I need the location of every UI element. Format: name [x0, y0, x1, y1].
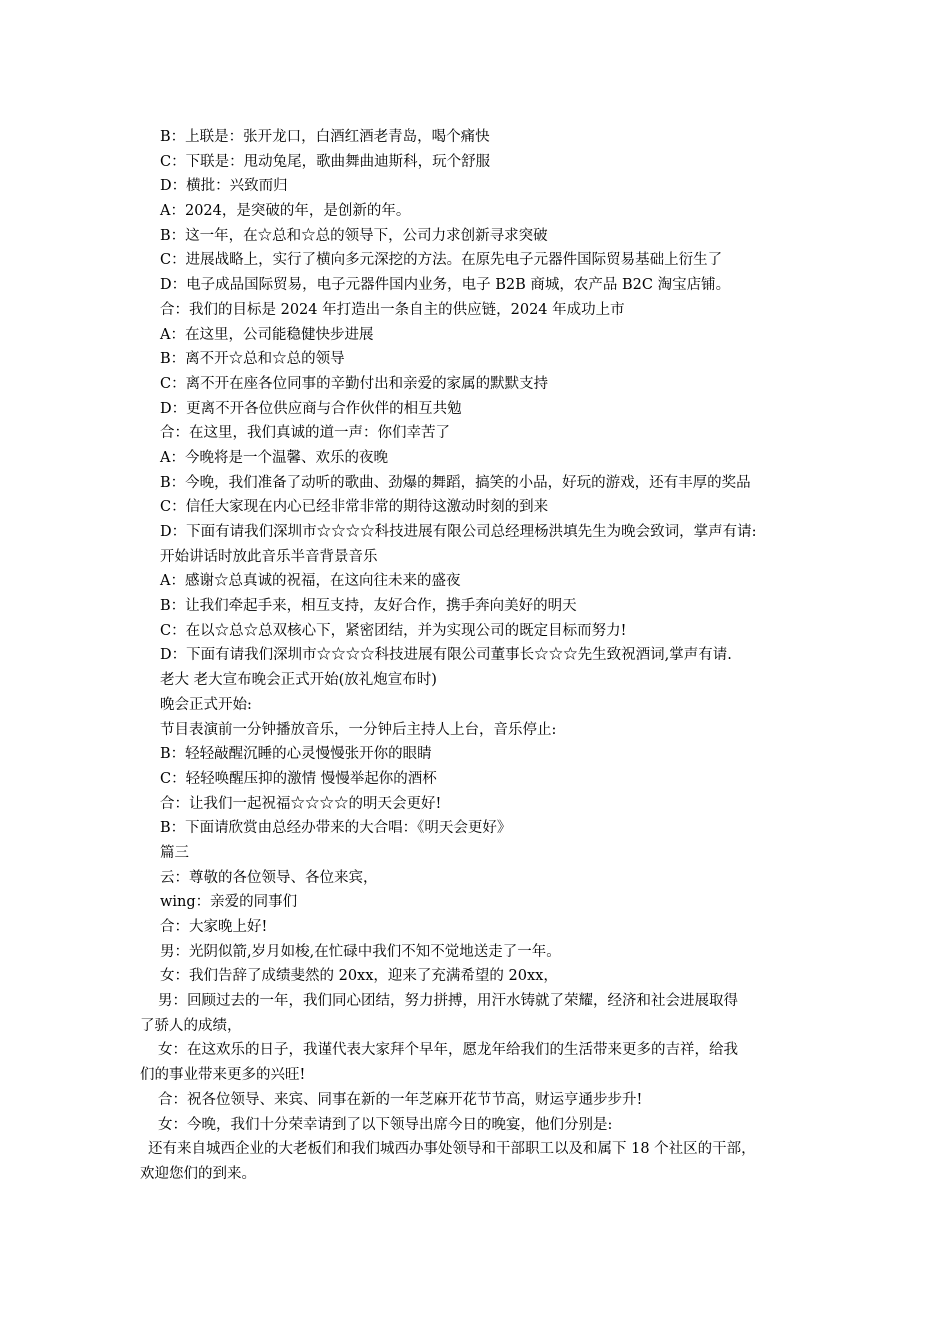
text-line: A：2024，是突破的年，是创新的年。 — [160, 203, 411, 220]
section-heading: 篇三 — [160, 844, 189, 861]
text-line: D：横批：兴致而归 — [160, 178, 288, 195]
text-line: 合：我们的目标是 2024 年打造出一条自主的供应链，2024 年成功上市 — [160, 301, 625, 318]
text-line: C：进展战略上，实行了横向多元深挖的方法。在原先电子元器件国际贸易基础上衍生了 — [160, 252, 723, 269]
text-line: D：更离不开各位供应商与合作伙伴的相互共勉 — [160, 400, 462, 417]
text-line: A：感谢☆总真诚的祝福，在这向往未来的盛夜 — [160, 573, 461, 590]
text-line: 欢迎您们的到来。 — [140, 1165, 256, 1182]
text-line: D：电子成品国际贸易，电子元器件国内业务，电子 B2B 商城，农产品 B2C 淘宝店铺。 — [160, 277, 731, 294]
text-line: B：上联是：张开龙口，白酒红酒老青岛，喝个痛快 — [160, 129, 490, 145]
text-line: 云：尊敬的各位领导、各位来宾， — [160, 869, 378, 886]
text-line: C：轻轻唤醒压抑的激情 慢慢举起你的酒杯 — [160, 770, 437, 787]
text-line: wing：亲爱的同事们 — [160, 894, 298, 911]
text-line: C：在以☆总☆总双核心下，紧密团结，并为实现公司的既定目标而努力! — [160, 622, 627, 639]
text-line: A：今晚将是一个温馨、欢乐的夜晚 — [160, 449, 388, 466]
text-line: C：信任大家现在内心已经非常非常的期待这激动时刻的到来 — [160, 499, 549, 516]
text-line: 女：在这欢乐的日子，我谨代表大家拜个早年，愿龙年给我们的生活带来更多的吉祥，给我 — [158, 1042, 738, 1059]
text-line: 合：祝各位领导、来宾、同事在新的一年芝麻开花节节高，财运亨通步步升! — [158, 1091, 643, 1108]
text-line: B：下面请欣赏由总经办带来的大合唱：《明天会更好》 — [160, 820, 512, 837]
text-line: 合：在这里，我们真诚的道一声：你们幸苦了 — [160, 425, 450, 442]
text-line: 晚会正式开始: — [160, 696, 252, 713]
text-line: B：今晚，我们准备了动听的歌曲、劲爆的舞蹈，搞笑的小品，好玩的游戏，还有丰厚的奖品 — [160, 474, 751, 491]
text-line: 女：我们告辞了成绩斐然的 20xx，迎来了充满希望的 20xx， — [160, 968, 558, 985]
text-line: D：下面有请我们深圳市☆☆☆☆科技进展有限公司董事长☆☆☆先生致祝酒词,掌声有请. — [160, 647, 732, 664]
text-line: 男：光阴似箭,岁月如梭,在忙碌中我们不知不觉地送走了一年。 — [160, 943, 561, 960]
text-line: 们的事业带来更多的兴旺! — [140, 1067, 306, 1084]
text-line: D：下面有请我们深圳市☆☆☆☆科技进展有限公司总经理杨洪填先生为晚会致词，掌声有请: — [160, 524, 757, 540]
text-line: 还有来自城西企业的大老板们和我们城西办事处领导和干部职工以及和属下 18 个社区的干部， — [148, 1141, 756, 1158]
text-line: 节目表演前一分钟播放音乐，一分钟后主持人上台，音乐停止: — [160, 721, 557, 738]
text-line: C：离不开在座各位同事的辛勤付出和亲爱的家属的默默支持 — [160, 375, 549, 392]
text-line: 合：让我们一起祝福☆☆☆☆的明天会更好! — [160, 795, 442, 812]
text-line: B：轻轻敲醒沉睡的心灵慢慢张开你的眼睛 — [160, 746, 432, 763]
text-line: 男：回顾过去的一年，我们同心团结，努力拼搏，用汗水铸就了荣耀，经济和社会进展取得 — [158, 993, 738, 1010]
text-line: 合：大家晚上好! — [160, 919, 268, 935]
text-line: A：在这里，公司能稳健快步进展 — [160, 326, 374, 343]
document-body — [140, 125, 820, 1187]
text-line: 了骄人的成绩， — [140, 1017, 242, 1034]
text-line: B：让我们牵起手来，相互支持，友好合作，携手奔向美好的明天 — [160, 598, 577, 615]
text-line: B：这一年，在☆总和☆总的领导下，公司力求创新寻求突破 — [160, 227, 548, 244]
text-line: C：下联是：甩动兔尾，歌曲舞曲迪斯科，玩个舒服 — [160, 153, 491, 170]
text-line: B：离不开☆总和☆总的领导 — [160, 351, 345, 368]
text-line: 老大 老大宣布晚会正式开始(放礼炮宣布时) — [160, 672, 437, 689]
text-line: 女：今晚，我们十分荣幸请到了以下领导出席今日的晚宴，他们分别是: — [158, 1116, 613, 1133]
text-line: 开始讲话时放此音乐半音背景音乐 — [160, 548, 378, 565]
